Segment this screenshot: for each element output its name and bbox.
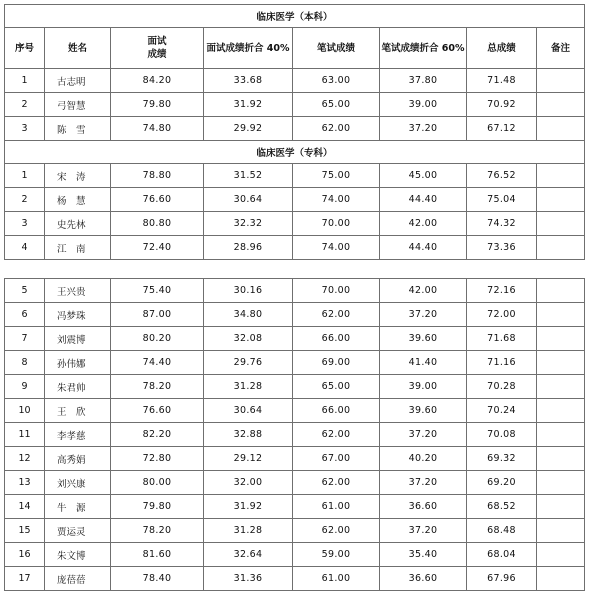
written-score-cell: 65.00 — [293, 93, 380, 117]
note-cell — [537, 69, 585, 93]
total-score-cell: 76.52 — [467, 164, 537, 188]
written-weighted-cell: 37.20 — [380, 117, 467, 141]
written-weighted-cell: 35.40 — [380, 543, 467, 567]
column-header: 面试成绩折合 40% — [204, 28, 293, 69]
note-cell — [537, 303, 585, 327]
column-header: 笔试成绩 — [293, 28, 380, 69]
row-number-cell: 2 — [5, 93, 45, 117]
written-score-cell: 70.00 — [293, 212, 380, 236]
written-score-cell: 62.00 — [293, 471, 380, 495]
interview-score-cell: 72.40 — [111, 236, 204, 260]
total-score-cell: 68.52 — [467, 495, 537, 519]
table-row — [5, 188, 585, 212]
total-score-cell: 71.16 — [467, 351, 537, 375]
name-cell: 高秀娟 — [45, 447, 111, 471]
written-score-cell: 70.00 — [293, 279, 380, 303]
interview-weighted-cell: 32.64 — [204, 543, 293, 567]
name-cell: 李孝慈 — [45, 423, 111, 447]
interview-weighted-cell: 30.16 — [204, 279, 293, 303]
header-row — [5, 28, 585, 69]
written-weighted-cell: 45.00 — [380, 164, 467, 188]
note-cell — [537, 423, 585, 447]
written-weighted-cell: 37.20 — [380, 423, 467, 447]
total-score-cell: 70.92 — [467, 93, 537, 117]
row-number-cell: 15 — [5, 519, 45, 543]
interview-score-cell: 78.20 — [111, 375, 204, 399]
column-header: 总成绩 — [467, 28, 537, 69]
name-cell: 弓智慧 — [45, 93, 111, 117]
section-title: 临床医学（本科） — [5, 5, 585, 28]
note-cell — [537, 164, 585, 188]
table-row — [5, 519, 585, 543]
written-weighted-cell: 39.60 — [380, 399, 467, 423]
total-score-cell: 68.48 — [467, 519, 537, 543]
written-score-cell: 65.00 — [293, 375, 380, 399]
written-score-cell: 67.00 — [293, 447, 380, 471]
table-row — [5, 543, 585, 567]
name-cell: 王 欣 — [45, 399, 111, 423]
interview-weighted-cell: 29.12 — [204, 447, 293, 471]
row-number-cell: 5 — [5, 279, 45, 303]
name-cell: 杨 慧 — [45, 188, 111, 212]
interview-weighted-cell: 28.96 — [204, 236, 293, 260]
row-number-cell: 9 — [5, 375, 45, 399]
score-sheet — [4, 4, 584, 591]
total-score-cell: 70.28 — [467, 375, 537, 399]
written-weighted-cell: 41.40 — [380, 351, 467, 375]
written-weighted-cell: 36.60 — [380, 567, 467, 591]
name-cell: 江 南 — [45, 236, 111, 260]
written-score-cell: 62.00 — [293, 423, 380, 447]
row-number-cell: 10 — [5, 399, 45, 423]
interview-weighted-cell: 32.08 — [204, 327, 293, 351]
name-cell: 古志明 — [45, 69, 111, 93]
name-cell: 陈 雪 — [45, 117, 111, 141]
interview-weighted-cell: 33.68 — [204, 69, 293, 93]
note-cell — [537, 375, 585, 399]
row-number-cell: 14 — [5, 495, 45, 519]
row-number-cell: 2 — [5, 188, 45, 212]
written-score-cell: 66.00 — [293, 399, 380, 423]
section-title-row — [5, 141, 585, 164]
written-weighted-cell: 37.80 — [380, 69, 467, 93]
table-row — [5, 423, 585, 447]
total-score-cell: 69.32 — [467, 447, 537, 471]
interview-weighted-cell: 31.92 — [204, 93, 293, 117]
interview-score-cell: 79.80 — [111, 93, 204, 117]
note-cell — [537, 447, 585, 471]
interview-weighted-cell: 31.92 — [204, 495, 293, 519]
table-row — [5, 447, 585, 471]
note-cell — [537, 327, 585, 351]
written-score-cell: 62.00 — [293, 519, 380, 543]
note-cell — [537, 117, 585, 141]
interview-score-cell: 84.20 — [111, 69, 204, 93]
note-cell — [537, 188, 585, 212]
row-number-cell: 3 — [5, 212, 45, 236]
interview-weighted-cell: 34.80 — [204, 303, 293, 327]
table-row — [5, 69, 585, 93]
table-row — [5, 236, 585, 260]
written-weighted-cell: 42.00 — [380, 279, 467, 303]
row-number-cell: 1 — [5, 164, 45, 188]
note-cell — [537, 399, 585, 423]
written-weighted-cell: 37.20 — [380, 471, 467, 495]
written-weighted-cell: 44.40 — [380, 188, 467, 212]
interview-score-cell: 78.20 — [111, 519, 204, 543]
interview-score-cell: 76.60 — [111, 188, 204, 212]
total-score-cell: 70.08 — [467, 423, 537, 447]
column-header: 序号 — [5, 28, 45, 69]
interview-score-cell: 80.00 — [111, 471, 204, 495]
interview-score-cell: 79.80 — [111, 495, 204, 519]
results-table — [4, 4, 585, 591]
name-cell: 王兴贵 — [45, 279, 111, 303]
name-cell: 贾运灵 — [45, 519, 111, 543]
interview-score-cell: 78.40 — [111, 567, 204, 591]
table-row — [5, 212, 585, 236]
note-cell — [537, 567, 585, 591]
row-number-cell: 16 — [5, 543, 45, 567]
row-number-cell: 12 — [5, 447, 45, 471]
row-number-cell: 17 — [5, 567, 45, 591]
column-header: 笔试成绩折合 60% — [380, 28, 467, 69]
written-score-cell: 63.00 — [293, 69, 380, 93]
written-score-cell: 74.00 — [293, 188, 380, 212]
written-score-cell: 61.00 — [293, 567, 380, 591]
written-weighted-cell: 39.00 — [380, 93, 467, 117]
section-title: 临床医学（专科） — [5, 141, 585, 164]
note-cell — [537, 279, 585, 303]
written-weighted-cell: 39.00 — [380, 375, 467, 399]
table-row — [5, 495, 585, 519]
table-row — [5, 93, 585, 117]
interview-score-cell: 75.40 — [111, 279, 204, 303]
written-score-cell: 62.00 — [293, 117, 380, 141]
written-score-cell: 59.00 — [293, 543, 380, 567]
interview-weighted-cell: 31.36 — [204, 567, 293, 591]
row-number-cell: 3 — [5, 117, 45, 141]
name-cell: 牛 源 — [45, 495, 111, 519]
column-header: 面试 成绩 — [111, 28, 204, 69]
note-cell — [537, 543, 585, 567]
written-weighted-cell: 40.20 — [380, 447, 467, 471]
page-gap-row — [5, 260, 585, 279]
total-score-cell: 71.68 — [467, 327, 537, 351]
table-row — [5, 279, 585, 303]
interview-score-cell: 74.80 — [111, 117, 204, 141]
note-cell — [537, 212, 585, 236]
interview-weighted-cell: 31.28 — [204, 375, 293, 399]
table-row — [5, 471, 585, 495]
written-weighted-cell: 39.60 — [380, 327, 467, 351]
interview-weighted-cell: 29.92 — [204, 117, 293, 141]
note-cell — [537, 519, 585, 543]
written-weighted-cell: 37.20 — [380, 519, 467, 543]
name-cell: 刘兴康 — [45, 471, 111, 495]
page-gap — [5, 260, 585, 279]
interview-weighted-cell: 29.76 — [204, 351, 293, 375]
written-weighted-cell: 44.40 — [380, 236, 467, 260]
interview-weighted-cell: 32.88 — [204, 423, 293, 447]
total-score-cell: 67.96 — [467, 567, 537, 591]
total-score-cell: 74.32 — [467, 212, 537, 236]
note-cell — [537, 351, 585, 375]
table-row — [5, 327, 585, 351]
total-score-cell: 73.36 — [467, 236, 537, 260]
name-cell: 刘震博 — [45, 327, 111, 351]
interview-score-cell: 78.80 — [111, 164, 204, 188]
written-weighted-cell: 37.20 — [380, 303, 467, 327]
interview-score-cell: 80.80 — [111, 212, 204, 236]
interview-weighted-cell: 32.00 — [204, 471, 293, 495]
written-score-cell: 66.00 — [293, 327, 380, 351]
row-number-cell: 1 — [5, 69, 45, 93]
total-score-cell: 75.04 — [467, 188, 537, 212]
written-weighted-cell: 42.00 — [380, 212, 467, 236]
note-cell — [537, 236, 585, 260]
note-cell — [537, 93, 585, 117]
name-cell: 冯梦珠 — [45, 303, 111, 327]
name-cell: 孙伟娜 — [45, 351, 111, 375]
interview-weighted-cell: 32.32 — [204, 212, 293, 236]
column-header: 姓名 — [45, 28, 111, 69]
row-number-cell: 11 — [5, 423, 45, 447]
total-score-cell: 72.16 — [467, 279, 537, 303]
note-cell — [537, 471, 585, 495]
row-number-cell: 6 — [5, 303, 45, 327]
interview-score-cell: 82.20 — [111, 423, 204, 447]
table-row — [5, 303, 585, 327]
interview-score-cell: 81.60 — [111, 543, 204, 567]
column-header: 备注 — [537, 28, 585, 69]
row-number-cell: 13 — [5, 471, 45, 495]
name-cell: 宋 涛 — [45, 164, 111, 188]
interview-weighted-cell: 31.28 — [204, 519, 293, 543]
interview-weighted-cell: 30.64 — [204, 399, 293, 423]
name-cell: 庞蓓蓓 — [45, 567, 111, 591]
total-score-cell: 70.24 — [467, 399, 537, 423]
table-row — [5, 351, 585, 375]
total-score-cell: 69.20 — [467, 471, 537, 495]
name-cell: 朱君帅 — [45, 375, 111, 399]
interview-weighted-cell: 30.64 — [204, 188, 293, 212]
name-cell: 朱文博 — [45, 543, 111, 567]
interview-score-cell: 80.20 — [111, 327, 204, 351]
total-score-cell: 71.48 — [467, 69, 537, 93]
written-score-cell: 61.00 — [293, 495, 380, 519]
total-score-cell: 68.04 — [467, 543, 537, 567]
interview-weighted-cell: 31.52 — [204, 164, 293, 188]
written-score-cell: 74.00 — [293, 236, 380, 260]
row-number-cell: 8 — [5, 351, 45, 375]
table-row — [5, 375, 585, 399]
interview-score-cell: 72.80 — [111, 447, 204, 471]
row-number-cell: 4 — [5, 236, 45, 260]
name-cell: 史先林 — [45, 212, 111, 236]
section-title-row — [5, 5, 585, 28]
written-score-cell: 75.00 — [293, 164, 380, 188]
total-score-cell: 72.00 — [467, 303, 537, 327]
interview-score-cell: 76.60 — [111, 399, 204, 423]
interview-score-cell: 87.00 — [111, 303, 204, 327]
total-score-cell: 67.12 — [467, 117, 537, 141]
table-row — [5, 567, 585, 591]
table-row — [5, 117, 585, 141]
note-cell — [537, 495, 585, 519]
interview-score-cell: 74.40 — [111, 351, 204, 375]
table-row — [5, 164, 585, 188]
written-weighted-cell: 36.60 — [380, 495, 467, 519]
row-number-cell: 7 — [5, 327, 45, 351]
written-score-cell: 62.00 — [293, 303, 380, 327]
table-row — [5, 399, 585, 423]
written-score-cell: 69.00 — [293, 351, 380, 375]
